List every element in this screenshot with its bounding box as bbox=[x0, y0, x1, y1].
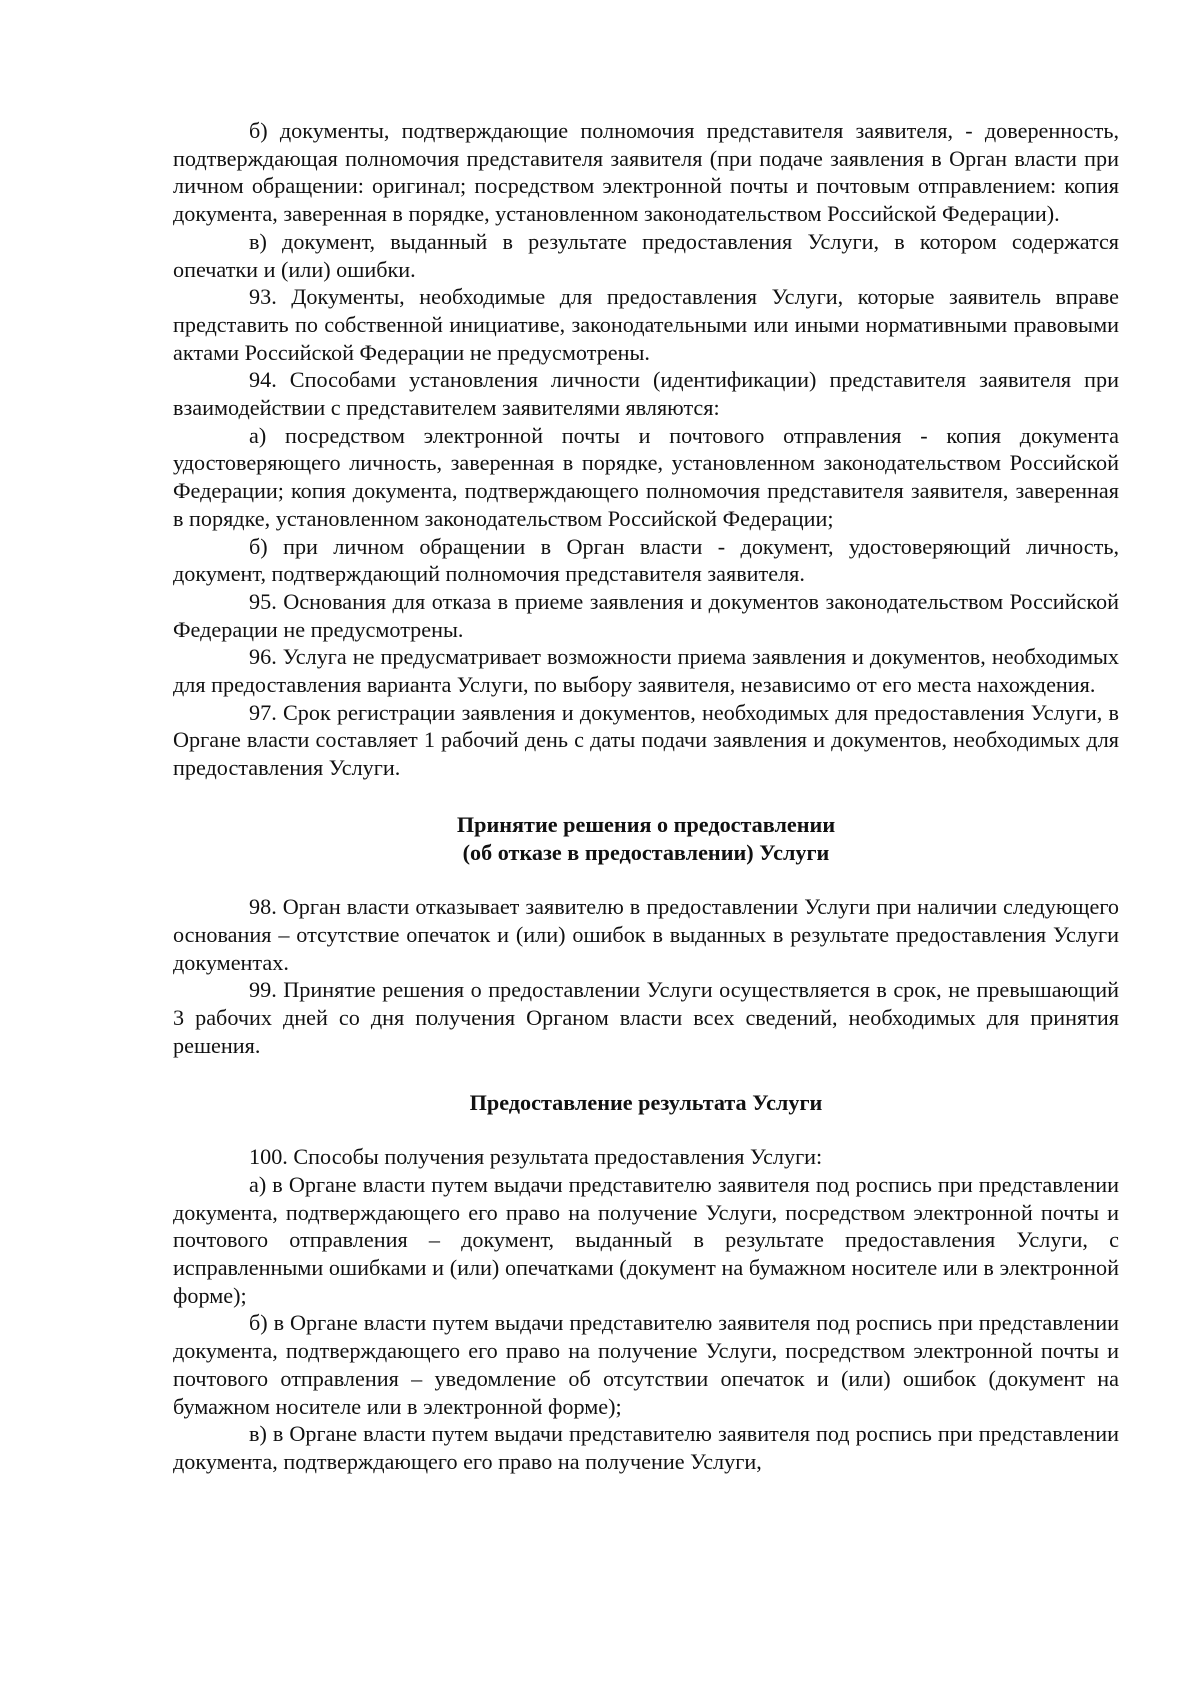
paragraph-100: 100. Способы получения результата предоставления Услуги: bbox=[249, 1144, 823, 1170]
section-heading-decision-line-1: Принятие решения о предоставлении bbox=[456, 811, 836, 837]
spacer bbox=[173, 1116, 1119, 1143]
section-heading-decision-line-2: (об отказе в предоставлении) Услуги bbox=[462, 839, 830, 865]
section-heading-result: Предоставление результата Услуги bbox=[469, 1089, 823, 1115]
spacer bbox=[173, 1060, 1119, 1089]
paragraph-100-a: а) в Органе власти путем выдачи представителю заявителя под роспись при представлении документа, подтверждающего его право на получение Услуги, посредством электронной почты и почтового отправления – документ, выданный в результате предоставления Услуги, с исправленными ошибками и (или) опечатками (документ на бумажном носителе или в электронной форме); bbox=[173, 1171, 1119, 1308]
paragraph-95: 95. Основания для отказа в приеме заявления и документов законодательством Российской Федерации не предусмотрены. bbox=[173, 588, 1119, 642]
paragraph-100-b: б) в Органе власти путем выдачи представителю заявителя под роспись при представлении документа, подтверждающего его право на получение Услуги, посредством электронной почты и почтового отправления – уведомление об отсутствии опечаток и (или) ошибок (документ на бумажном носителе или в электронной форме); bbox=[173, 1310, 1119, 1419]
paragraph-v-result-document: в) документ, выданный в результате предоставления Услуги, в котором содержатся опечатки и (или) ошибки. bbox=[173, 228, 1119, 282]
document-page bbox=[173, 117, 1119, 1476]
paragraph-94-b: б) при личном обращении в Орган власти - документ, удостоверяющий личность, документ, подтверждающий полномочия представителя заявителя. bbox=[173, 533, 1119, 587]
paragraph-93: 93. Документы, необходимые для предоставления Услуги, которые заявитель вправе представить по собственной инициативе, законодательными или иными нормативными правовыми актами Российской Федерации не предусмотрены. bbox=[173, 284, 1119, 365]
paragraph-94: 94. Способами установления личности (идентификации) представителя заявителя при взаимодействии с представителем заявителями являются: bbox=[173, 367, 1119, 421]
paragraph-98: 98. Орган власти отказывает заявителю в предоставлении Услуги при наличии следующего основания – отсутствие опечаток и (или) ошибок в выданных в результате предоставления Услуги документах. bbox=[173, 894, 1119, 975]
spacer bbox=[173, 866, 1119, 893]
paragraph-100-v: в) в Органе власти путем выдачи представителю заявителя под роспись при представлении документа, подтверждающего его право на получение Услуги, bbox=[173, 1421, 1119, 1474]
paragraph-99: 99. Принятие решения о предоставлении Услуги осуществляется в срок, не превышающий 3 рабочих дней со дня получения Органом власти всех сведений, необходимых для принятия решения. bbox=[173, 977, 1119, 1058]
paragraph-b-representative-docs: б) документы, подтверждающие полномочия представителя заявителя, - доверенность, подтверждающая полномочия представителя заявителя (при подаче заявления в Орган власти при личном обращении: оригинал; посредством электронной почты и почтовым отправлением: копия документа, заверенная в порядке, установленном законодательством Российской Федерации). bbox=[173, 118, 1119, 227]
spacer bbox=[173, 782, 1119, 811]
paragraph-96: 96. Услуга не предусматривает возможности приема заявления и документов, необходимых для предоставления варианта Услуги, по выбору заявителя, независимо от его места нахождения. bbox=[173, 644, 1119, 698]
paragraph-94-a: а) посредством электронной почты и почтового отправления - копия документа удостоверяющего личность, заверенная в порядке, установленном законодательством Российской Федерации; копия документа, подтверждающего полномочия представителя заявителя, заверенная в порядке, установленном законодательством Российской Федерации; bbox=[173, 422, 1119, 531]
paragraph-97: 97. Срок регистрации заявления и документов, необходимых для предоставления Услуги, в Органе власти составляет 1 рабочий день с даты подачи заявления и документов, необходимых для предоставления Услуги. bbox=[173, 699, 1119, 781]
